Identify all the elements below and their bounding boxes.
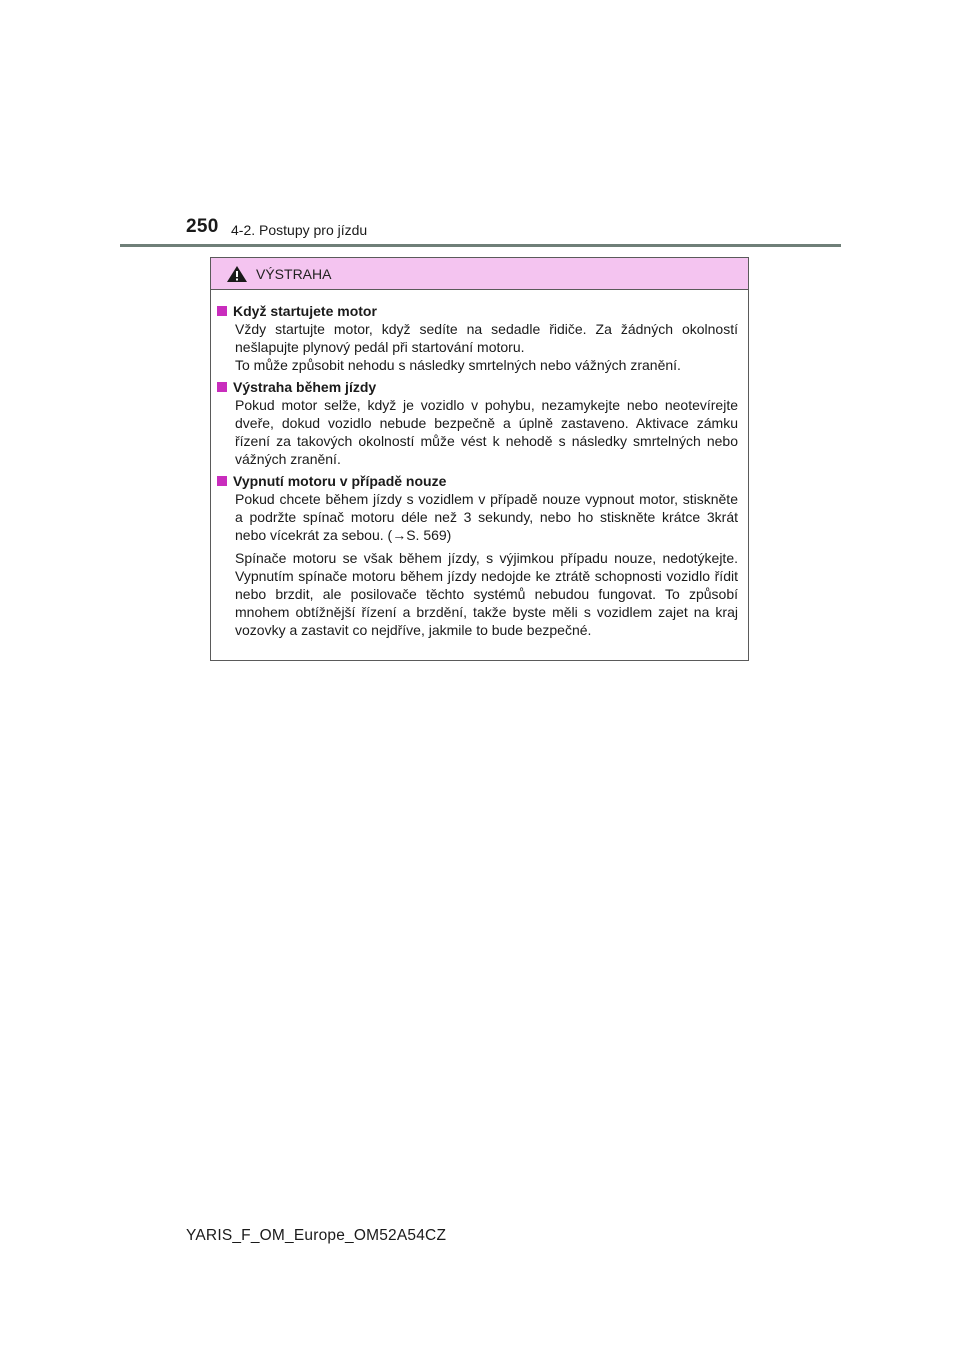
item-heading: Když startujete motor bbox=[217, 302, 738, 320]
footer-doc-id: YARIS_F_OM_Europe_OM52A54CZ bbox=[186, 1227, 447, 1244]
section-title: 4-2. Postupy pro jízdu bbox=[231, 222, 368, 238]
paragraph: Spínače motoru se však během jízdy, s výjimkou případu nouze, nedotýkejte. Vypnutím spínače motoru během jízdy nedojde ke ztrátě schopnosti vozidlo řídit nebo brzdit, ale posilovače těchto systémů nebudou fungovat. To způsobí mnohem obtížnější řízení a brzdění, takže byste měli s vozidlem zajet na kraj vozovky a zastavit co nejdříve, jakmile to bude bezpečné. bbox=[235, 550, 738, 638]
warning-item-starting bbox=[217, 302, 738, 374]
paragraph: Vždy startujte motor, když sedíte na sedadle řidiče. Za žádných okolností nešlapujte plynový pedál při startování motoru. To může způsobit nehodu s následky smrtelných nebo vážných zranění. bbox=[235, 321, 738, 373]
warning-box bbox=[210, 257, 749, 661]
warning-header bbox=[211, 258, 748, 290]
paragraph: Pokud chcete během jízdy s vozidlem v případě nouze vypnout motor, stiskněte a podržte spínač motoru déle než 3 sekundy, nebo ho stiskněte krátce 3krát nebo vícekrát za sebou. (→S. 569) bbox=[235, 491, 738, 543]
item-heading: Výstraha během jízdy bbox=[217, 378, 738, 396]
warning-body bbox=[211, 290, 748, 639]
bullet-square-icon bbox=[217, 476, 227, 486]
bullet-square-icon bbox=[217, 306, 227, 316]
item-heading: Vypnutí motoru v případě nouze bbox=[217, 472, 738, 490]
paragraph: Pokud motor selže, když je vozidlo v pohybu, nezamykejte nebo neotevírejte dveře, dokud vozidlo nebude bezpečně a úplně zastaveno. Aktivace zámku řízení za takových okolností může vést k nehodě s následky smrtelných nebo vážných zranění. bbox=[235, 397, 738, 467]
warning-item-driving bbox=[217, 378, 738, 468]
page-number: 250 bbox=[186, 216, 219, 237]
warning-title: VÝSTRAHA bbox=[256, 265, 332, 282]
warning-item-emergency bbox=[217, 472, 738, 639]
header-divider bbox=[120, 244, 841, 247]
warning-triangle-icon bbox=[226, 265, 248, 283]
bullet-square-icon bbox=[217, 382, 227, 392]
